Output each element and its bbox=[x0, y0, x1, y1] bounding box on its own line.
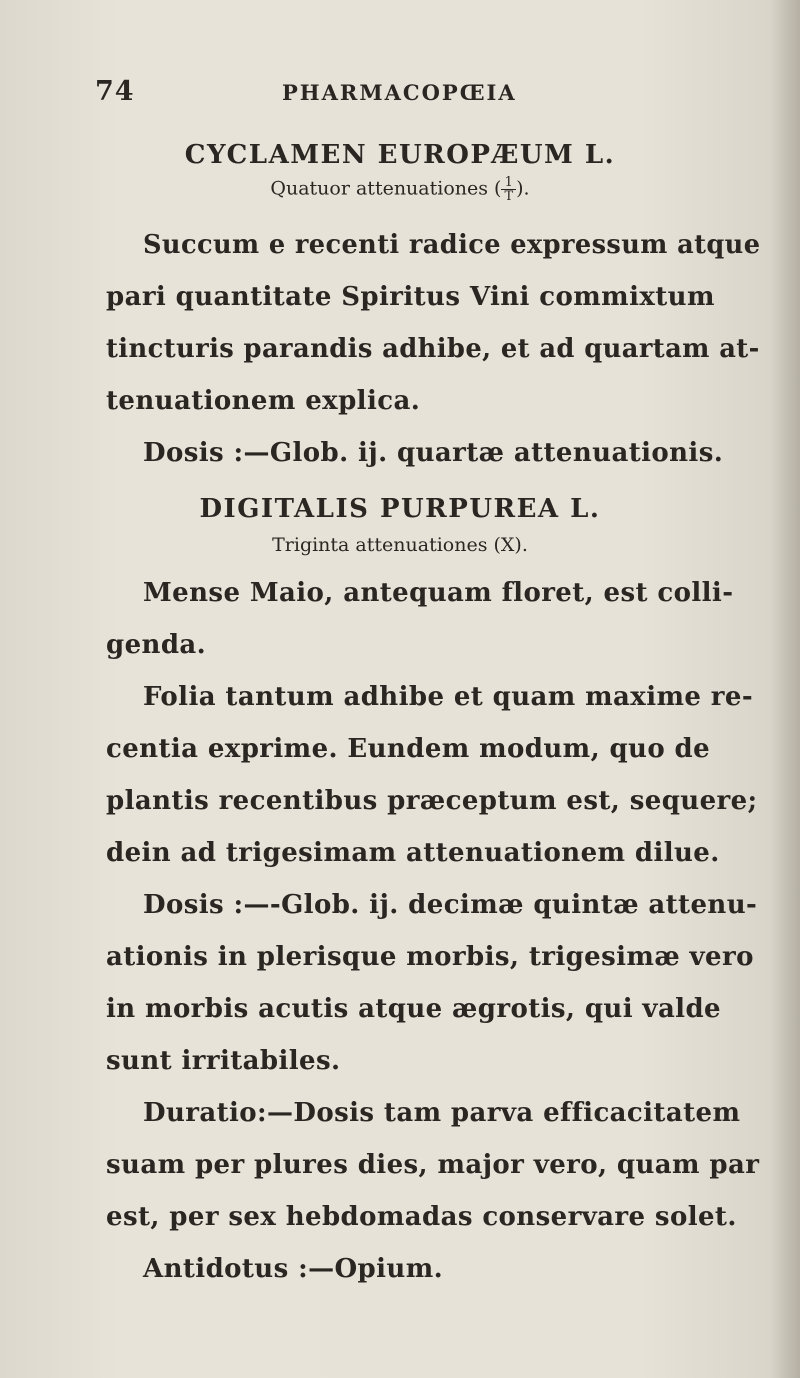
cyclamen-line: pari quantitate Spiritus Vini commixtum bbox=[106, 282, 715, 312]
digitalis-line: Mense Maio, antequam floret, est colli- bbox=[143, 578, 734, 608]
digitalis-line: plantis recentibus præceptum est, sequere; bbox=[106, 786, 758, 816]
digitalis-title: DIGITALIS PURPUREA L. bbox=[199, 494, 601, 524]
digitalis-line: sunt irritabiles. bbox=[106, 1046, 341, 1076]
digitalis-line: centia exprime. Eundem modum, quo de bbox=[106, 734, 711, 764]
running-head: PHARMACOPŒIA bbox=[282, 80, 517, 105]
page-header bbox=[0, 76, 800, 110]
digitalis-attenuation: Triginta attenuationes (X). bbox=[272, 534, 528, 556]
digitalis-line: Folia tantum adhibe et quam maxime re- bbox=[143, 682, 754, 712]
cyclamen-dosis: Dosis :—Glob. ij. quartæ attenuationis. bbox=[143, 438, 724, 468]
fraction-denominator: T bbox=[504, 189, 514, 204]
digitalis-section bbox=[0, 494, 800, 556]
cyclamen-fraction bbox=[501, 176, 516, 203]
page-edge-shadow bbox=[770, 0, 800, 1378]
digitalis-line: ationis in plerisque morbis, trigesimæ vero bbox=[106, 942, 754, 972]
cyclamen-section bbox=[0, 140, 800, 203]
digitalis-line: dein ad trigesimam attenuationem dilue. bbox=[106, 838, 720, 868]
digitalis-antidotus: Antidotus :—Opium. bbox=[143, 1254, 444, 1284]
page-number: 74 bbox=[95, 76, 135, 107]
cyclamen-line: tincturis parandis adhibe, et ad quartam at- bbox=[106, 334, 760, 364]
cyclamen-attenuation-suffix: ). bbox=[516, 177, 530, 200]
digitalis-line: in morbis acutis atque ægrotis, qui valde bbox=[106, 994, 721, 1024]
cyclamen-title: CYCLAMEN EUROPÆUM L. bbox=[184, 140, 616, 170]
digitalis-line: suam per plures dies, major vero, quam par bbox=[106, 1150, 760, 1180]
cyclamen-attenuation-prefix: Quatuor attenuationes ( bbox=[270, 177, 502, 200]
cyclamen-attenuation bbox=[0, 176, 800, 203]
digitalis-dosis: Dosis :—-Glob. ij. decimæ quintæ attenu- bbox=[143, 890, 758, 920]
cyclamen-line: tenuationem explica. bbox=[106, 386, 421, 416]
digitalis-line: genda. bbox=[106, 630, 207, 660]
digitalis-line: est, per sex hebdomadas conservare solet. bbox=[106, 1202, 737, 1232]
fraction-numerator: 1 bbox=[501, 176, 516, 190]
digitalis-duratio: Duratio:—Dosis tam parva efficacitatem bbox=[143, 1098, 741, 1128]
cyclamen-line: Succum e recenti radice expressum atque bbox=[143, 230, 761, 260]
